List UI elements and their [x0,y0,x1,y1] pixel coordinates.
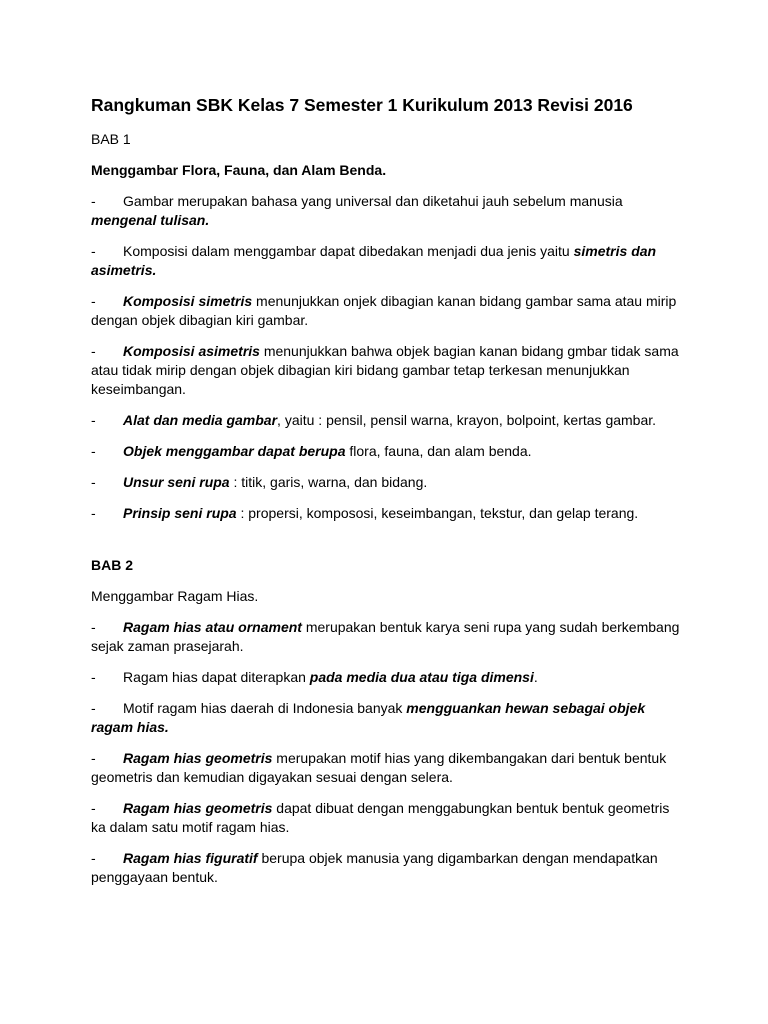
item-text: , yaitu : pensil, pensil warna, krayon, bolpoint, kertas gambar. [277,412,657,428]
list-item [91,442,681,461]
item-text: berupa objek manusia yang digambarkan dengan mendapatkan penggayaan bentuk. [91,850,658,885]
chapter-1-label: BAB 1 [91,131,131,147]
bullet-dash: - [91,474,96,490]
item-emphasis: Ragam hias geometris [123,750,273,766]
list-item [91,799,681,837]
chapter-2-heading: Menggambar Ragam Hias. [91,588,259,604]
bullet-dash: - [91,669,96,685]
document-page [91,94,681,887]
item-emphasis: Alat dan media gambar [123,412,278,428]
item-emphasis: Prinsip seni rupa [123,505,237,521]
chapter-2-label: BAB 2 [91,557,134,573]
item-text: dapat dibuat dengan menggabungkan bentuk bentuk geometris ka dalam satu motif ragam hias. [91,800,670,835]
list-item [91,473,681,492]
list-item [91,342,681,399]
item-emphasis: Objek menggambar dapat berupa [123,443,346,459]
item-emphasis: Komposisi simetris [123,293,253,309]
list-item [91,242,681,280]
bullet-dash: - [91,619,96,635]
chapter-1-heading: Menggambar Flora, Fauna, dan Alam Benda. [91,162,387,178]
list-item [91,849,681,887]
item-emphasis: Unsur seni rupa [123,474,230,490]
list-item [91,618,681,656]
bullet-dash: - [91,443,96,459]
item-text: Motif ragam hias daerah di Indonesia banyak [123,700,407,716]
list-item [91,699,681,737]
item-text: Ragam hias dapat diterapkan [123,669,310,685]
document-title: Rangkuman SBK Kelas 7 Semester 1 Kurikulum 2013 Revisi 2016 [91,95,633,115]
item-text: . [533,669,538,685]
item-emphasis: simetris dan asimetris. [91,243,657,278]
bullet-dash: - [91,700,96,716]
list-item [91,411,681,430]
item-text: Gambar merupakan bahasa yang universal dan diketahui jauh sebelum manusia [123,193,623,209]
item-text: : titik, garis, warna, dan bidang. [229,474,428,490]
item-text: flora, fauna, dan alam benda. [345,443,532,459]
list-item [91,668,681,687]
bullet-dash: - [91,193,96,209]
item-emphasis: Komposisi asimetris [123,343,260,359]
item-text: merupakan motif hias yang dikembangakan dari bentuk bentuk geometris dan kemudian digayakan sesuai dengan selera. [91,750,667,785]
item-text: : propersi, kompososi, keseimbangan, tekstur, dan gelap terang. [236,505,639,521]
item-emphasis: Ragam hias geometris [123,800,273,816]
item-text: menunjukkan bahwa objek bagian kanan bidang gmbar tidak sama atau tidak mirip dengan objek dibagian kiri bidang gambar tetap terkesan menunjukkan keseimbangan. [91,343,679,397]
bullet-dash: - [91,750,96,766]
item-emphasis: mengguankan hewan sebagai objek ragam hias. [91,700,646,735]
bullet-dash: - [91,850,96,866]
item-emphasis: Ragam hias figuratif [123,850,258,866]
list-item [91,292,681,330]
bullet-dash: - [91,293,96,309]
item-emphasis: Ragam hias atau ornament [123,619,302,635]
item-text: merupakan bentuk karya seni rupa yang sudah berkembang sejak zaman prasejarah. [91,619,680,654]
item-emphasis: mengenal tulisan. [91,212,210,228]
bullet-dash: - [91,343,96,359]
bullet-dash: - [91,412,96,428]
bullet-dash: - [91,800,96,816]
list-item [91,192,681,230]
item-emphasis: pada media dua atau tiga dimensi [309,669,534,685]
item-text: Komposisi dalam menggambar dapat dibedakan menjadi dua jenis yaitu [123,243,574,259]
list-item [91,749,681,787]
bullet-dash: - [91,243,96,259]
list-item [91,504,681,523]
item-text: menunjukkan onjek dibagian kanan bidang gambar sama atau mirip dengan objek dibagian kiri gambar. [91,293,677,328]
bullet-dash: - [91,505,96,521]
